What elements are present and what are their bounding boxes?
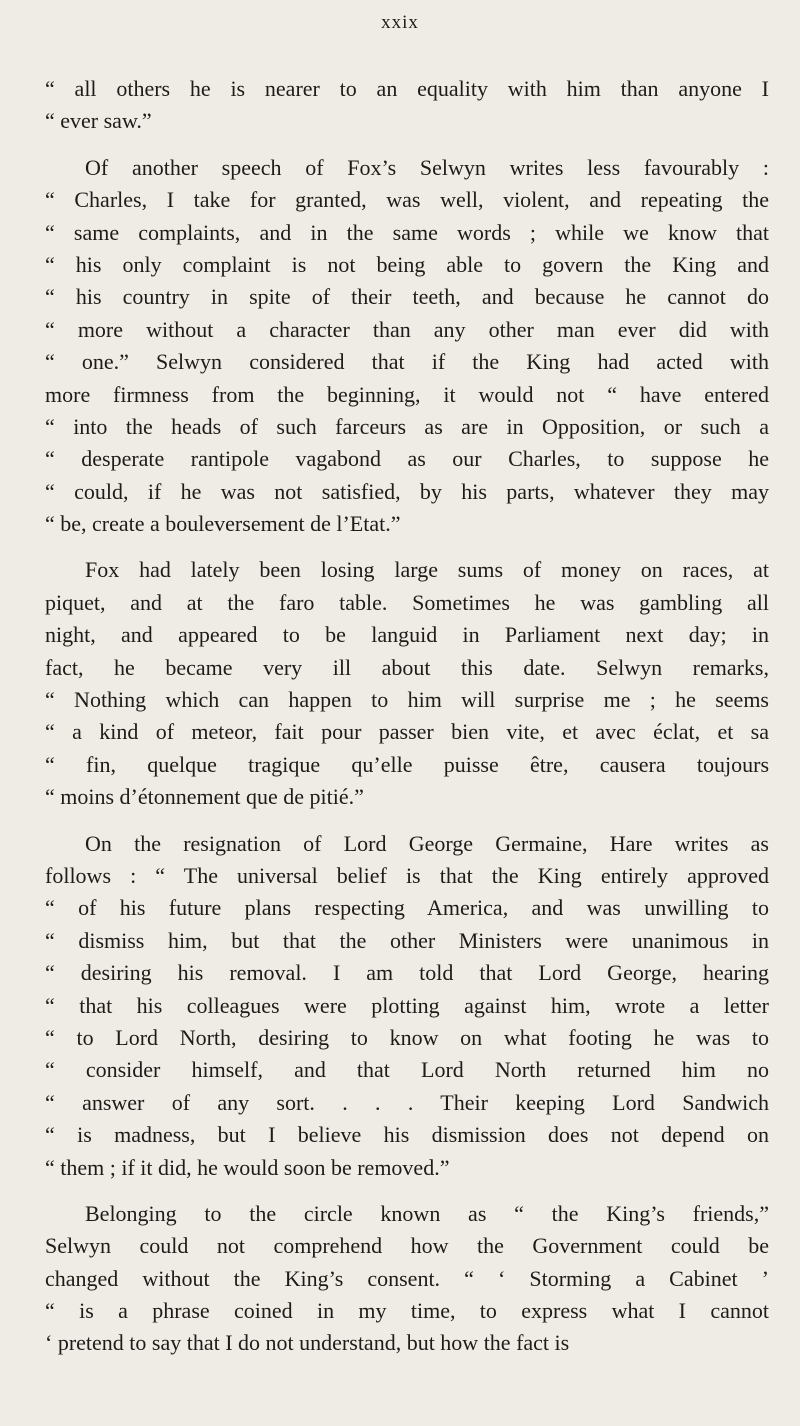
body-text [45,73,769,1360]
text-line: “ moins d’étonnement que de pitié.” [45,784,364,810]
text-line: “ could, if he was not satisfied, by his parts, whatever they may [45,478,769,504]
text-line: piquet, and at the faro table. Sometimes he was gambling all [45,589,769,615]
paragraph-gap [45,138,769,152]
text-line: “ a kind of meteor, fait pour passer bien vite, et avec éclat, et sa [45,719,769,745]
text-line: follows : “ The universal belief is that the King entirely approved [45,862,769,888]
paragraph [45,828,769,1184]
text-line: “ is a phrase coined in my time, to express what I cannot [45,1298,769,1324]
text-line: ‘ pretend to say that I do not understand, but how the fact is [45,1330,570,1356]
text-line: “ fin, quelque tragique qu’elle puisse être, causera toujours [45,751,769,777]
paragraph [45,1198,769,1360]
text-line: fact, he became very ill about this date. Selwyn remarks, [45,654,769,680]
text-line: Fox had lately been losing large sums of money on races, at [85,557,769,583]
text-line: “ all others he is nearer to an equality with him than anyone I [45,76,769,101]
text-line: “ one.” Selwyn considered that if the King had acted with [45,349,769,375]
text-line: “ Charles, I take for granted, was well, violent, and repeating the [45,187,769,213]
text-line: Of another speech of Fox’s Selwyn writes less favourably : [85,154,769,180]
paragraph-gap [45,814,769,828]
text-line: “ same complaints, and in the same words ; while we know that [45,219,769,245]
text-line: “ of his future plans respecting America, and was unwilling to [45,895,769,921]
text-line: Belonging to the circle known as “ the King’s friends,” [85,1200,769,1226]
text-line: “ desperate rantipole vagabond as our Charles, to suppose he [45,446,769,472]
text-line: night, and appeared to be languid in Parliament next day; in [45,622,769,648]
text-line: “ is madness, but I believe his dismission does not depend on [45,1122,769,1148]
text-line: more firmness from the beginning, it would not “ have entered [45,381,769,407]
text-line: “ answer of any sort. . . . Their keeping Lord Sandwich [45,1089,769,1115]
text-line: “ dismiss him, but that the other Ministers were unanimous in [45,927,769,953]
text-line: “ his only complaint is not being able to govern the King and [45,251,769,277]
text-line: “ Nothing which can happen to him will surprise me ; he seems [45,687,769,713]
text-line: “ that his colleagues were plotting against him, wrote a letter [45,992,769,1018]
paragraph [45,152,769,541]
paragraph-gap [45,540,769,554]
text-line: “ consider himself, and that Lord North returned him no [45,1057,769,1083]
paragraph [45,554,769,813]
page-number: xxix [381,12,419,33]
text-line: “ his country in spite of their teeth, and because he cannot do [45,284,769,310]
text-line: “ be, create a bouleversement de l’Etat.” [45,511,401,537]
text-line: On the resignation of Lord George Germaine, Hare writes as [85,830,769,856]
text-line: “ desiring his removal. I am told that Lord George, hearing [45,960,769,986]
text-line: Selwyn could not comprehend how the Government could be [45,1233,769,1259]
text-line: changed without the King’s consent. “ ‘ Storming a Cabinet ’ [45,1265,769,1291]
text-line: “ into the heads of such farceurs as are in Opposition, or such a [45,413,769,439]
text-line: “ to Lord North, desiring to know on what footing he was to [45,1024,769,1050]
paragraph-gap [45,1184,769,1198]
paragraph [45,73,769,138]
text-line: “ more without a character than any other man ever did with [45,316,769,342]
text-line: “ ever saw.” [45,108,152,134]
text-line: “ them ; if it did, he would soon be removed.” [45,1154,450,1180]
